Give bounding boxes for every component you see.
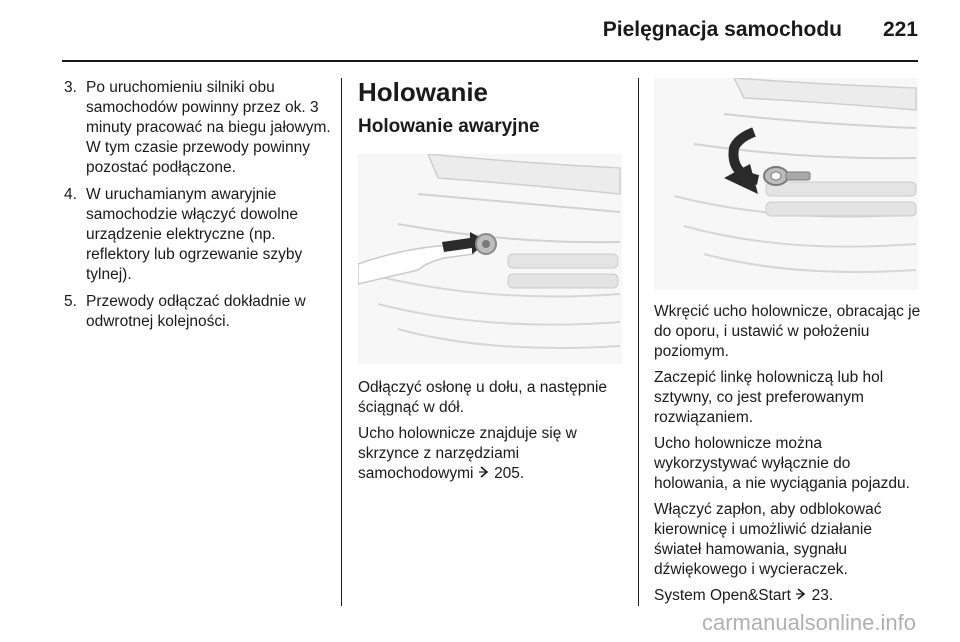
tow-eye-illustration	[654, 78, 918, 290]
paragraph	[654, 586, 922, 606]
right-column	[654, 78, 922, 612]
paragraph: Odłączyć osłonę u dołu, a następnie ściągnąć w dół.	[358, 379, 608, 416]
page-reference[interactable]: 23.	[811, 587, 834, 604]
paragraph-text: System Open&Start	[654, 587, 791, 604]
page-number: 221	[882, 18, 918, 41]
step-number: 4.	[64, 186, 77, 203]
column-divider-left	[341, 78, 342, 606]
watermark: carmanualsonline.info	[701, 610, 916, 635]
paragraph	[358, 424, 626, 484]
paragraph: Zaczepić linkę holowniczą lub hol sztywny, co jest preferowanym rozwiązaniem.	[654, 369, 884, 426]
left-column	[62, 78, 332, 339]
cover-removal-illustration	[358, 154, 622, 364]
paragraph: Włączyć zapłon, aby odblokować kierownicę i umożliwić działanie świateł hamowania, sygnału dźwiękowego i wycieraczek.	[654, 501, 882, 578]
subsection-heading: Holowanie awaryjne	[358, 116, 540, 137]
step-list	[62, 78, 332, 332]
list-item	[62, 292, 332, 332]
paragraph-text: Ucho holownicze znajduje się w skrzynce z narzędziami samochodowymi	[358, 425, 577, 482]
step-text: Przewody odłączać dokładnie w odwrotnej kolejności.	[86, 293, 306, 330]
paragraph: Wkręcić ucho holownicze, obracając je do oporu, i ustawić w położeniu poziomym.	[654, 303, 921, 360]
step-number: 5.	[64, 293, 77, 310]
page-reference[interactable]: 205.	[494, 465, 525, 482]
list-item	[62, 78, 332, 178]
list-item	[62, 185, 332, 285]
header-rule	[62, 60, 918, 62]
reference-arrow-icon	[795, 586, 807, 606]
step-text: Po uruchomieniu silniki obu samochodów powinny przez ok. 3 minuty pracować na biegu jałowym. W tym czasie przewody powinny pozostać podłączone.	[86, 79, 331, 176]
middle-column	[358, 78, 626, 490]
section-heading: Holowanie	[358, 77, 489, 107]
reference-arrow-icon	[478, 464, 490, 484]
paragraph: Ucho holownicze można wykorzystywać wyłącznie do holowania, a nie wyciągania pojazdu.	[654, 435, 910, 492]
column-divider-right	[638, 78, 639, 606]
step-number: 3.	[64, 79, 77, 96]
header-title: Pielęgnacja samochodu	[602, 18, 842, 41]
step-text: W uruchamianym awaryjnie samochodzie włączyć dowolne urządzenie elektryczne (np. reflektory lub ogrzewanie szyby tylnej).	[86, 186, 303, 283]
